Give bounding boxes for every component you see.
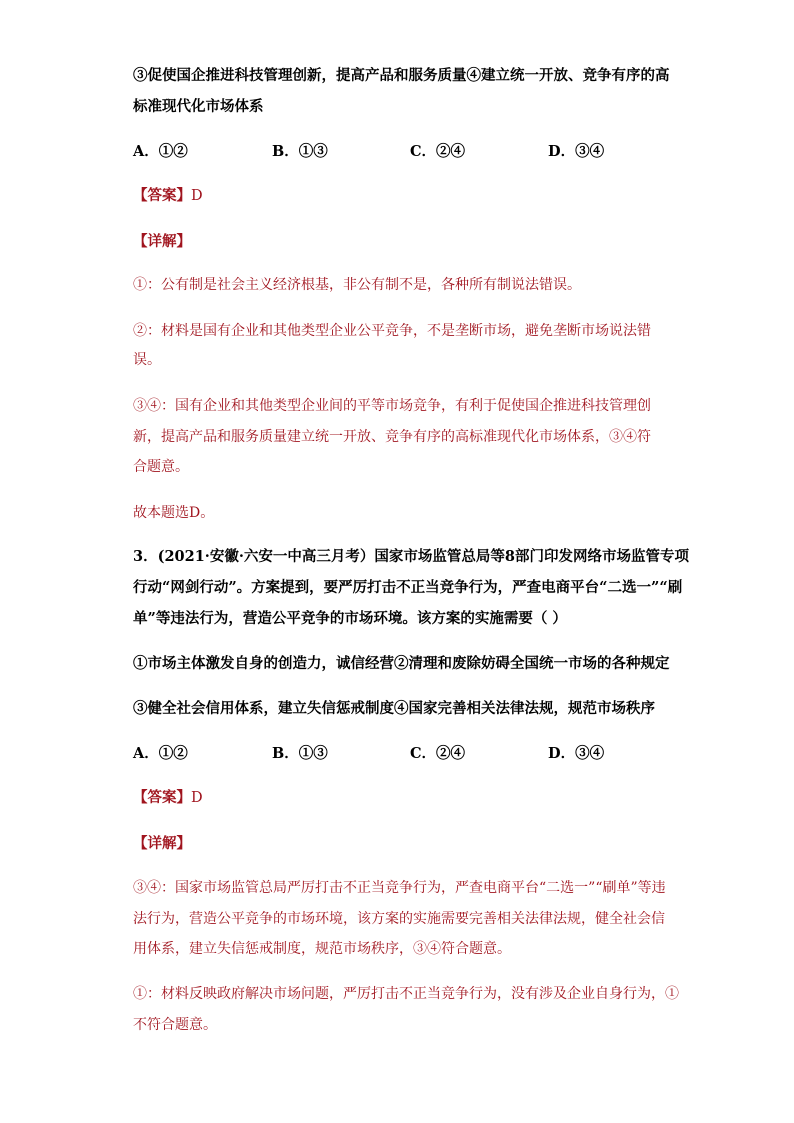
- q3-stem-line-2: 行动“网剑行动”。方案提到，要严厉打击不正当竞争行为，严查电商平台“二选一”“刷: [133, 579, 683, 596]
- q2-explanation-3-line-3: 合题意。: [133, 459, 189, 475]
- q2-stem-line-1: ③促使国企推进科技管理创新，提高产品和服务质量④建立统一开放、竞争有序的高: [133, 67, 670, 84]
- q2-explanation-2-line-1: ②：材料是国有企业和其他类型企业公平竞争，不是垄断市场，避免垄断市场说法错: [133, 323, 651, 339]
- q3-option-a: A．①②: [133, 745, 188, 762]
- q2-option-a: A．①②: [133, 143, 188, 160]
- q2-explanation-1-line-1: ①：公有制是社会主义经济根基，非公有制不是，各种所有制说法错误。: [133, 277, 581, 293]
- q2-detail-label: 【详解】: [133, 233, 191, 250]
- q3-choice-line-2: ③健全社会信用体系，建立失信惩戒制度④国家完善相关法律法规，规范市场秩序: [133, 700, 655, 717]
- q2-answer-label: 【答案】: [133, 187, 191, 204]
- q2-explanation-2-line-2: 误。: [133, 352, 161, 368]
- q3-explanation-1-line-3: 用体系，建立失信惩戒制度，规范市场秩序，③④符合题意。: [133, 941, 511, 957]
- q2-explanation-3-line-1: ③④：国有企业和其他类型企业间的平等市场竞争，有利于促使国企推进科技管理创: [133, 398, 651, 414]
- q3-choice-line-1: ①市场主体激发自身的创造力，诚信经营②清理和废除妨碍全国统一市场的各种规定: [133, 655, 670, 672]
- q2-answer: [133, 187, 203, 205]
- q3-option-d: D．③④: [548, 745, 605, 762]
- q2-stem-line-2: 标准现代化市场体系: [133, 98, 264, 115]
- q3-answer: [133, 789, 203, 807]
- q3-answer-value: D: [191, 790, 203, 806]
- q2-conclusion: 故本题选D。: [133, 505, 215, 521]
- q3-explanation-1-line-1: ③④：国家市场监管总局严厉打击不正当竞争行为，严查电商平台“二选一”“刷单”等违: [133, 880, 666, 896]
- q3-explanation-2-line-2: 不符合题意。: [133, 1017, 217, 1033]
- q2-explanation-3-line-2: 新，提高产品和服务质量建立统一开放、竞争有序的高标准现代化市场体系，③④符: [133, 429, 651, 445]
- q2-option-b: B．①③: [272, 143, 328, 160]
- q3-stem-line-1: 3．(2021·安徽·六安一中高三月考）国家市场监管总局等8部门印发网络市场监管专项: [133, 548, 689, 565]
- q2-option-c: C．②④: [410, 143, 466, 160]
- q2-answer-value: D: [191, 188, 203, 204]
- q3-explanation-2-line-1: ①：材料反映政府解决市场问题，严厉打击不正当竞争行为，没有涉及企业自身行为，①: [133, 986, 679, 1002]
- q3-option-c: C．②④: [410, 745, 466, 762]
- q3-detail-label: 【详解】: [133, 835, 191, 852]
- q3-stem-line-3: 单”等违法行为，营造公平竞争的市场环境。该方案的实施需要（ ）: [133, 610, 567, 627]
- q3-answer-label: 【答案】: [133, 789, 191, 806]
- q3-explanation-1-line-2: 法行为，营造公平竞争的市场环境，该方案的实施需要完善相关法律法规，健全社会信: [133, 911, 665, 927]
- q3-option-b: B．①③: [272, 745, 328, 762]
- q2-option-d: D．③④: [548, 143, 605, 160]
